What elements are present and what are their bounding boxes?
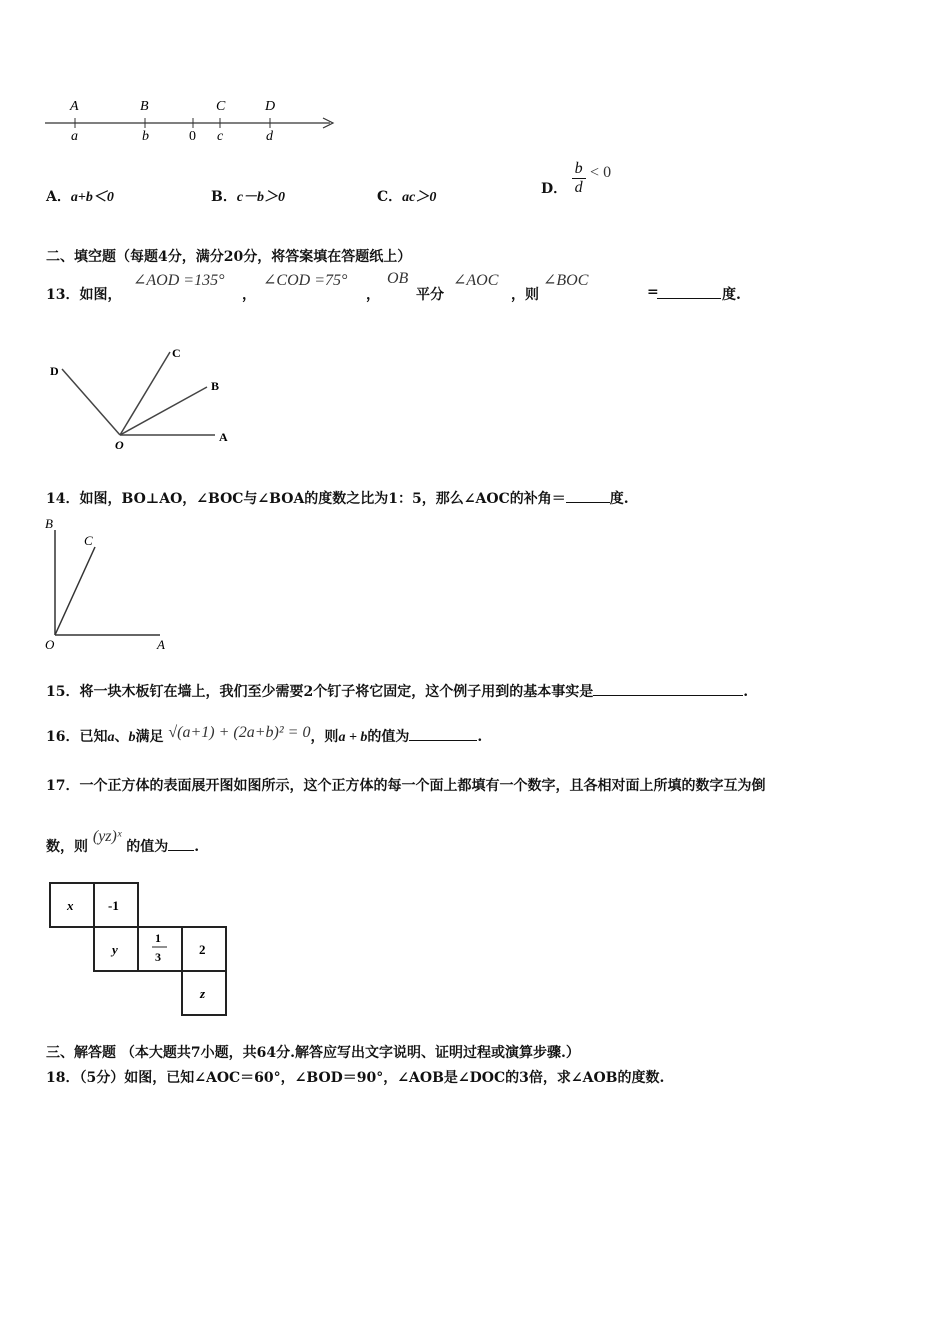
- option-d-label: D．: [541, 180, 568, 197]
- q16-after: ，则: [310, 729, 339, 745]
- figure-13-angles: [45, 345, 245, 455]
- numberline-label-B: B: [140, 99, 149, 114]
- option-d-numerator: b: [572, 160, 586, 179]
- option-d[interactable]: [541, 160, 611, 197]
- net-cell-x: x: [67, 898, 74, 913]
- numberline-label-zero: 0: [189, 129, 196, 144]
- fig14-label-B: B: [45, 516, 53, 531]
- question-14: [46, 488, 629, 508]
- option-d-rest: < 0: [590, 163, 612, 181]
- fig13-label-O: O: [115, 438, 124, 452]
- q16-prefix: 16．已知: [46, 729, 108, 745]
- option-c-label: C．: [377, 189, 403, 205]
- fig13-label-B: B: [211, 379, 220, 393]
- q16-var-a: a: [107, 730, 115, 745]
- fig14-label-C: C: [84, 533, 93, 548]
- q14-text: 14．如图，BO⊥AO，∠BOC与∠BOA的度数之比为1：5，那么∠AOC的补角＝: [46, 491, 566, 507]
- q15-text: 15．将一块木板钉在墙上，我们至少需要2个钉子将它固定，这个例子用到的基本事实是: [46, 684, 594, 700]
- option-a[interactable]: [46, 186, 114, 206]
- q14-unit: 度.: [609, 491, 629, 507]
- option-d-fraction: [572, 160, 586, 197]
- numberline-label-A: A: [70, 99, 79, 114]
- question-17-line-1: 17．一个正方体的表面展开图如图所示，这个正方体的每一个面上都填有一个数字，且各相对面上所填的数字互为倒: [46, 778, 766, 794]
- q16-middle: 满足: [135, 729, 164, 745]
- figure-14-angles: [40, 515, 180, 655]
- q14-answer-blank[interactable]: [566, 488, 610, 503]
- question-18: 18．（5分）如图，已知∠AOC＝60°，∠BOD＝90°，∠AOB是∠DOC的3倍，求∠AOB的度数.: [46, 1070, 665, 1086]
- q13-angle-aoc: ∠AOC: [453, 272, 499, 289]
- option-b-expr: c－b＞0: [236, 190, 286, 205]
- q17-end: .: [194, 839, 200, 855]
- q13-sep-2: ，: [366, 287, 380, 303]
- q13-unit: 度.: [722, 287, 741, 303]
- numberline-label-a: a: [71, 129, 78, 144]
- q16-expression: √(a+1) + (2a+b)² = 0: [168, 724, 311, 741]
- fig13-label-C: C: [172, 346, 181, 360]
- option-b[interactable]: [211, 186, 285, 206]
- q16-sep: 、: [114, 729, 129, 745]
- net-cell-y: y: [112, 942, 118, 957]
- q17-prefix: 数，则: [46, 839, 88, 855]
- q13-then-text: ，则: [511, 287, 539, 303]
- option-b-label: B．: [211, 189, 237, 205]
- net-cell-fraction-denominator: 3: [155, 950, 161, 964]
- fig14-label-A: A: [157, 637, 165, 652]
- q17-answer-blank[interactable]: [168, 836, 194, 851]
- q16-answer-blank[interactable]: [409, 726, 477, 741]
- q16-end: .: [477, 729, 483, 745]
- q13-equals: =: [647, 284, 659, 300]
- section-3-title: 三、解答题 （本大题共7小题，共64分.解答应写出文字说明、证明过程或演算步骤.）: [46, 1045, 580, 1061]
- option-a-expr: a+b＜0: [70, 190, 114, 205]
- question-16: [46, 726, 482, 746]
- net-cell-2: 2: [199, 942, 206, 957]
- section-2-title: 二、填空题（每题4分，满分20分，将答案填在答题纸上）: [46, 249, 412, 265]
- question-13: [46, 270, 741, 303]
- q13-bisect-text: 平分: [416, 287, 444, 303]
- net-cell-z: z: [200, 986, 206, 1001]
- numberline-label-C: C: [216, 99, 226, 114]
- q13-angle-cod: ∠COD =75°: [263, 272, 348, 289]
- option-c[interactable]: [377, 186, 436, 206]
- q13-answer-blank[interactable]: [657, 284, 721, 299]
- fig13-label-D: D: [50, 364, 59, 378]
- q15-answer-blank[interactable]: [593, 681, 743, 696]
- q13-number: 13．如图，: [46, 287, 122, 303]
- fig13-label-A: A: [219, 430, 228, 444]
- q16-var-b: b: [128, 730, 136, 745]
- cube-net-figure: [45, 880, 230, 1020]
- numberline-label-c: c: [217, 129, 224, 144]
- question-17-line-2: [46, 828, 200, 856]
- numberline-label-b: b: [142, 129, 149, 144]
- q17-expression: (yz)ˣ: [92, 828, 122, 845]
- q15-end: .: [743, 684, 749, 700]
- q16-a-plus-b: a + b: [338, 730, 368, 745]
- q13-angle-aod: ∠AOD =135°: [133, 272, 225, 289]
- fig14-label-O: O: [45, 637, 55, 652]
- net-cell-neg1: -1: [108, 898, 119, 913]
- q13-sep-1: ，: [242, 287, 256, 303]
- numberline-label-D: D: [265, 99, 276, 114]
- question-15: [46, 681, 748, 701]
- option-a-label: A．: [46, 189, 71, 205]
- q16-tail: 的值为: [367, 729, 410, 745]
- net-cell-fraction-numerator: 1: [155, 931, 161, 945]
- q13-angle-boc: ∠BOC: [543, 272, 589, 289]
- numberline-label-d: d: [266, 129, 273, 144]
- option-d-denominator: d: [574, 179, 583, 196]
- q17-suffix: 的值为: [126, 839, 169, 855]
- number-line-figure: [40, 95, 350, 150]
- q13-ob: OB: [387, 270, 409, 287]
- option-c-expr: ac＞0: [402, 190, 437, 205]
